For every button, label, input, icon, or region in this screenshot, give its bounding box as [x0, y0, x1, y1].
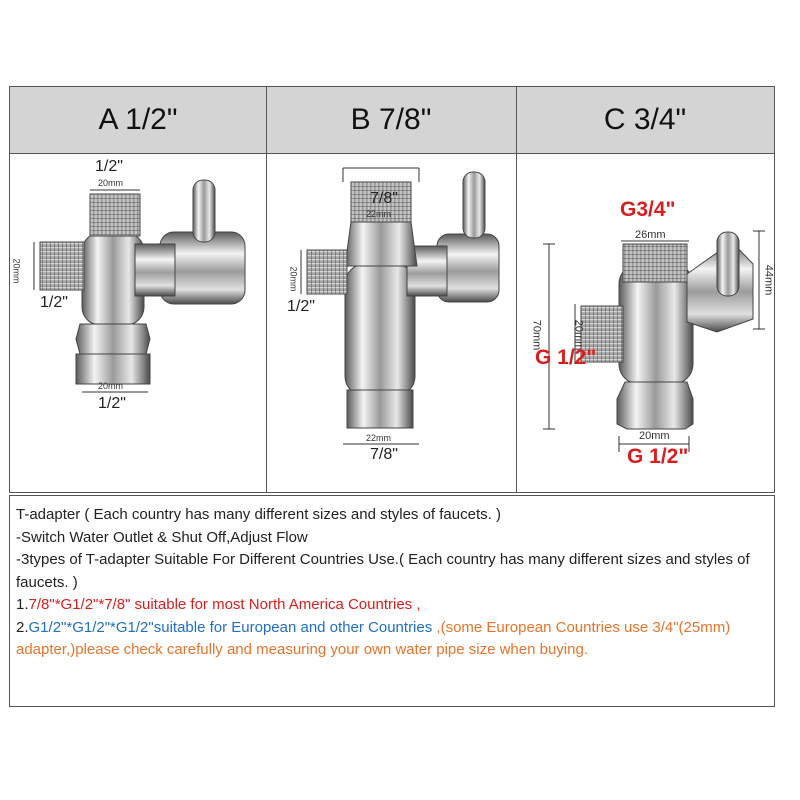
product-comparison-grid [9, 86, 775, 493]
c-right-mm: 44mm [762, 264, 774, 296]
desc-line-2: -Switch Water Outlet & Shut Off,Adjust Flow [16, 528, 308, 546]
panel-b [267, 154, 516, 492]
a-bottom-size: 1/2" [98, 395, 126, 412]
desc-line-3: -3types of T-adapter Suitable For Different Countries Use.( Each country has many different sizes and styles of faucets. ) [16, 551, 750, 591]
c-bottom-mm: 20mm [639, 430, 670, 442]
adapter-a-image [10, 154, 266, 492]
c-outer-mm: 70mm [530, 319, 543, 351]
desc-line-1: T-adapter ( Each country has many different sizes and styles of faucets. ) [16, 506, 501, 523]
desc-item-1-text: 7/8"*G1/2"*7/8" suitable for most North America Countries , [28, 596, 421, 613]
panel-a [10, 154, 266, 492]
desc-item-1-num: 1. [16, 596, 29, 613]
b-left-mm: 20mm [288, 266, 299, 292]
a-top-mm: 20mm [98, 178, 124, 188]
a-left-size: 1/2" [40, 294, 68, 311]
header-c: C 3/4" [516, 87, 774, 154]
description-box [9, 495, 775, 707]
c-top-size: G3/4" [620, 198, 676, 221]
desc-item-2 [16, 617, 768, 662]
b-top-mm: 22mm [366, 209, 392, 219]
c-left-size: G 1/2" [535, 346, 597, 369]
b-bottom-mm: 22mm [366, 433, 392, 443]
c-top-mm: 26mm [635, 229, 666, 241]
panel-c [517, 154, 774, 492]
b-top-size: 7/8" [370, 190, 398, 207]
desc-item-2-orange: ,(some European Countries use 3/4"(25mm) adapter,)please check carefully and measuring your own water pipe size when buying. [16, 618, 731, 658]
a-left-mm: 20mm [11, 258, 22, 284]
header-a: A 1/2" [10, 87, 266, 154]
desc-item-2-blue: G1/2"*G1/2"*G1/2"suitable for European and other Countries [28, 618, 433, 636]
desc-item-2-num: 2. [16, 618, 29, 636]
b-left-size: 1/2" [287, 298, 315, 315]
desc-item-1 [16, 594, 768, 617]
header-b: B 7/8" [266, 87, 516, 154]
c-left-mm: 20mm [572, 319, 585, 351]
c-bottom-size: G 1/2" [627, 445, 689, 468]
a-top-size: 1/2" [95, 158, 123, 175]
a-bottom-mm: 20mm [98, 381, 124, 391]
b-bottom-size: 7/8" [370, 446, 398, 463]
